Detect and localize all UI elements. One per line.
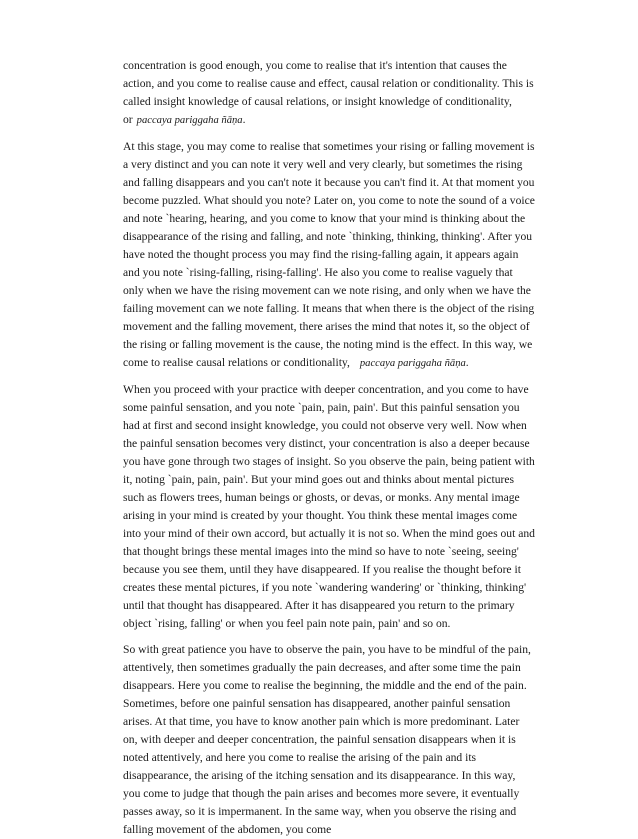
paragraph-4 [123,641,535,838]
paragraph-1-tail: . [242,112,246,126]
paragraph-1 [123,57,535,130]
paragraph-2-text: At this stage, you may come to realise that sometimes your rising or falling movement is a very distinct and you can note it very well and very clearly, but sometimes the rising and falling disappears and you can't note it because you can't find it. At that moment you become puzzled. What should you note? Later on, you come to note the sound of a voice and note `hearing, hearing, and you come to know that your mind is thinking about the disappearance of the rising and falling, and note `thinking, thinking, thinking'. After you have noted the thought process you may find the rising-falling again, it appears again and you note `rising-falling, rising-falling'. He also you come to realise vaguely that only when we have the rising movement can we note rising, and only when we have the failing movement can we note falling. It means that when there is the object of the rising movement and the falling movement, there arises the mind that notes it, so the object of the rising or falling movement is the cause, the noting mind is the effect. In this way, we come to realise causal relations or conditionality, [123,140,535,369]
paragraph-4-text: So with great patience you have to observe the pain, you have to be mindful of the pain, attentively, then sometimes gradually the pain decreases, and after some time the pain disappears. Here you come to realise the beginning, the middle and the end of the pain. Sometimes, before one painful sensation has disappeared, another painful sensation arises. At that time, you have to know another pain which is more predominant. Later on, with deeper and deeper concentration, the painful sensation disappears when it is noted attentively, and here you come to realise the arising of the pain and its disappearance, the arising of the itching sensation and its disappearance. In this way, you come to judge that though the pain arises and becomes more severe, it eventually passes away, so it is impermanent. In the same way, when you observe the rising and falling movement of the abdomen, you come [123,643,531,836]
paragraph-3 [123,381,535,632]
paragraph-3-text: When you proceed with your practice with deeper concentration, and you come to have some painful sensation, and you note `pain, pain, pain'. But this painful sensation you had at first and second insight knowledge, you could not observe very well. Now when the painful sensation becomes very distinct, your concentration is also a deeper because you have gone through two stages of insight. So you observe the pain, being patient with it, noting `pain, pain, pain'. But your mind goes out and thinks about mental pictures such as flowers trees, human beings or ghosts, or devas, or monks. Any mental image arising in your mind is created by your thought. You think these mental images come into your mind of their own accord, but actually it is not so. When the mind goes out and that thought brings these mental images into the mind so have to note `seeing, seeing' because you see them, until they have disappeared. If you realise the thought before it creates these mental pictures, if you note `wandering wandering' or `thinking, thinking' until that thought has disappeared. After it has disappeared you return to the primary object `rising, falling' or when you feel pain note pain, pain' and so on. [123,383,535,630]
document-page [123,57,535,839]
pali-term: paccaya pariggaha ñāṇa [136,114,243,126]
paragraph-2-tail: . [465,355,469,369]
paragraph-2 [123,138,535,372]
pali-term: paccaya pariggaha ñāṇa [359,357,466,369]
paragraph-1-text: concentration is good enough, you come to realise that it's intention that causes the action, and you come to realise cause and effect, causal relation or conditionality. This is called insight knowledge of causal relations, or insight knowledge of conditionality, or [123,59,534,126]
